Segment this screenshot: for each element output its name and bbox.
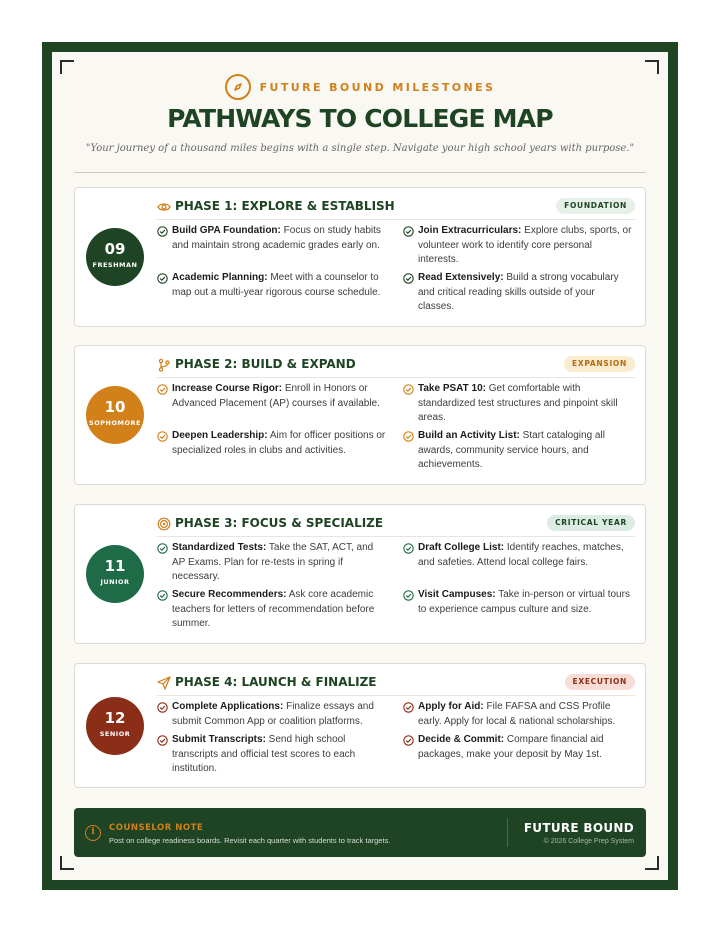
grade-badge bbox=[86, 386, 144, 444]
grade-number: 11 bbox=[104, 557, 126, 575]
milestone-item bbox=[403, 541, 633, 570]
milestone-text: Get comfortable with standardized test structures and pinpoint skill areas. bbox=[418, 383, 618, 423]
milestone-label: Take PSAT 10: bbox=[418, 383, 486, 394]
milestone-item bbox=[403, 429, 633, 473]
send-icon bbox=[157, 676, 171, 690]
phase-title: PHASE 2: BUILD & EXPAND bbox=[175, 357, 356, 371]
grade-year: JUNIOR bbox=[100, 578, 130, 586]
check-circle-icon bbox=[157, 735, 168, 746]
branch-icon bbox=[157, 358, 171, 372]
phase-card-2 bbox=[74, 345, 646, 485]
milestone-text: Compare financial aid packages, make your deposit by May 1st. bbox=[418, 734, 604, 760]
phase-card-1 bbox=[74, 187, 646, 327]
header-divider bbox=[74, 172, 646, 173]
grade-badge bbox=[86, 545, 144, 603]
corner-mark-top-left bbox=[60, 60, 74, 74]
phase-card-4 bbox=[74, 663, 646, 788]
check-circle-icon bbox=[157, 702, 168, 713]
milestone-text: Take the SAT, ACT, and AP Exams. Plan for re-tests in spring if necessary. bbox=[172, 542, 374, 582]
check-circle-icon bbox=[157, 384, 168, 395]
check-circle-icon bbox=[157, 543, 168, 554]
grade-year: SENIOR bbox=[99, 730, 131, 738]
milestone-text: Ask core academic teachers for letters of recommendation before summer. bbox=[172, 589, 375, 629]
milestone-label: Join Extracurriculars: bbox=[418, 225, 522, 236]
check-circle-icon bbox=[403, 226, 414, 237]
milestone-text: Build a strong vocabulary and critical reading skills outside of your classes. bbox=[418, 272, 619, 312]
milestone-label: Deepen Leadership: bbox=[172, 430, 268, 441]
milestone-text: Meet with a counselor to map out a multi-year rigorous course schedule. bbox=[172, 272, 381, 298]
check-circle-icon bbox=[157, 226, 168, 237]
check-circle-icon bbox=[403, 543, 414, 554]
milestone-text: Enroll in Honors or Advanced Placement (AP) courses if available. bbox=[172, 383, 380, 409]
phase-header bbox=[157, 515, 635, 537]
phase-title: PHASE 1: EXPLORE & ESTABLISH bbox=[175, 199, 395, 213]
target-icon bbox=[157, 517, 171, 531]
note-title: COUNSELOR NOTE bbox=[109, 823, 204, 833]
milestone-label: Decide & Commit: bbox=[418, 734, 505, 745]
phase-header bbox=[157, 674, 635, 696]
corner-mark-bottom-right bbox=[645, 856, 659, 870]
grade-number: 12 bbox=[104, 709, 126, 727]
grade-badge bbox=[86, 697, 144, 755]
check-circle-icon bbox=[403, 384, 414, 395]
milestone-item bbox=[403, 733, 633, 762]
milestone-item bbox=[157, 733, 387, 777]
milestone-label: Read Extensively: bbox=[418, 272, 504, 283]
milestone-text: Send high school transcripts and official test scores to each institution. bbox=[172, 734, 356, 774]
footer-brand: FUTURE BOUND bbox=[523, 821, 634, 835]
phase-title: PHASE 3: FOCUS & SPECIALIZE bbox=[175, 516, 384, 530]
milestone-label: Draft College List: bbox=[418, 542, 505, 553]
milestone-item bbox=[157, 382, 387, 411]
milestone-item bbox=[403, 700, 633, 729]
milestone-label: Submit Transcripts: bbox=[172, 734, 266, 745]
milestone-text: Finalize essays and submit Common App or coalition platforms. bbox=[172, 701, 374, 727]
milestone-text: Aim for officer positions or specialized roles in clubs and activities. bbox=[172, 430, 386, 456]
phase-title: PHASE 4: LAUNCH & FINALIZE bbox=[175, 675, 377, 689]
milestone-item bbox=[403, 382, 633, 426]
check-circle-icon bbox=[403, 735, 414, 746]
footer-divider bbox=[507, 818, 508, 847]
milestone-label: Academic Planning: bbox=[172, 272, 268, 283]
milestone-item bbox=[403, 224, 633, 268]
check-circle-icon bbox=[403, 702, 414, 713]
footer-bar bbox=[74, 808, 646, 857]
check-circle-icon bbox=[403, 590, 414, 601]
phase-header bbox=[157, 198, 635, 220]
check-circle-icon bbox=[157, 590, 168, 601]
page-title: PATHWAYS TO COLLEGE MAP bbox=[167, 104, 553, 133]
check-circle-icon bbox=[157, 273, 168, 284]
milestone-label: Apply for Aid: bbox=[418, 701, 484, 712]
corner-mark-top-right bbox=[645, 60, 659, 74]
milestone-text: Start cataloging all awards, community service hours, and achievements. bbox=[418, 430, 605, 470]
corner-mark-bottom-left bbox=[60, 856, 74, 870]
grade-number: 10 bbox=[104, 398, 126, 416]
brand-row bbox=[0, 74, 720, 102]
check-circle-icon bbox=[157, 431, 168, 442]
milestone-item bbox=[157, 429, 387, 458]
milestone-item bbox=[157, 588, 387, 632]
milestone-item bbox=[157, 271, 387, 300]
milestone-item bbox=[157, 700, 387, 729]
intro-quote: "Your journey of a thousand miles begins with a single step. Navigate your high school years with purpose." bbox=[85, 143, 635, 154]
phase-tag: EXPANSION bbox=[564, 356, 635, 372]
milestone-item bbox=[157, 541, 387, 585]
grade-year: SOPHOMORE bbox=[89, 419, 141, 427]
milestone-label: Visit Campuses: bbox=[418, 589, 496, 600]
phase-tag: CRITICAL YEAR bbox=[547, 515, 635, 531]
milestone-text: Take in-person or virtual tours to experience campus culture and size. bbox=[418, 589, 630, 615]
milestone-label: Secure Recommenders: bbox=[172, 589, 287, 600]
grade-number: 09 bbox=[104, 240, 126, 258]
milestone-item bbox=[403, 588, 633, 617]
milestone-text: Explore clubs, sports, or volunteer work to identify core personal interests. bbox=[418, 225, 632, 265]
phase-tag: EXECUTION bbox=[565, 674, 635, 690]
milestone-text: Identify reaches, matches, and safeties. Attend local college fairs. bbox=[418, 542, 624, 568]
grade-badge bbox=[86, 228, 144, 286]
milestone-label: Standardized Tests: bbox=[172, 542, 267, 553]
phase-tag: FOUNDATION bbox=[556, 198, 635, 214]
phase-header bbox=[157, 356, 635, 378]
milestone-text: File FAFSA and CSS Profile early. Apply for local & national scholarships. bbox=[418, 701, 616, 727]
check-circle-icon bbox=[403, 431, 414, 442]
milestone-label: Complete Applications: bbox=[172, 701, 284, 712]
milestone-item bbox=[157, 224, 387, 253]
brand-label: FUTURE BOUND MILESTONES bbox=[259, 80, 496, 94]
milestone-label: Build an Activity List: bbox=[418, 430, 520, 441]
phase-card-3 bbox=[74, 504, 646, 644]
compass-icon bbox=[225, 74, 251, 100]
footer-copyright: © 2026 College Prep System bbox=[543, 838, 634, 845]
milestone-text: Focus on study habits and maintain strong academic grades early on. bbox=[172, 225, 381, 251]
grade-year: FRESHMAN bbox=[92, 261, 138, 269]
info-icon: i bbox=[85, 825, 101, 841]
milestone-label: Increase Course Rigor: bbox=[172, 383, 283, 394]
eye-icon bbox=[157, 200, 171, 214]
note-text: Post on college readiness boards. Revisit each quarter with students to track targets. bbox=[109, 836, 391, 845]
milestone-label: Build GPA Foundation: bbox=[172, 225, 281, 236]
milestone-item bbox=[403, 271, 633, 315]
check-circle-icon bbox=[403, 273, 414, 284]
